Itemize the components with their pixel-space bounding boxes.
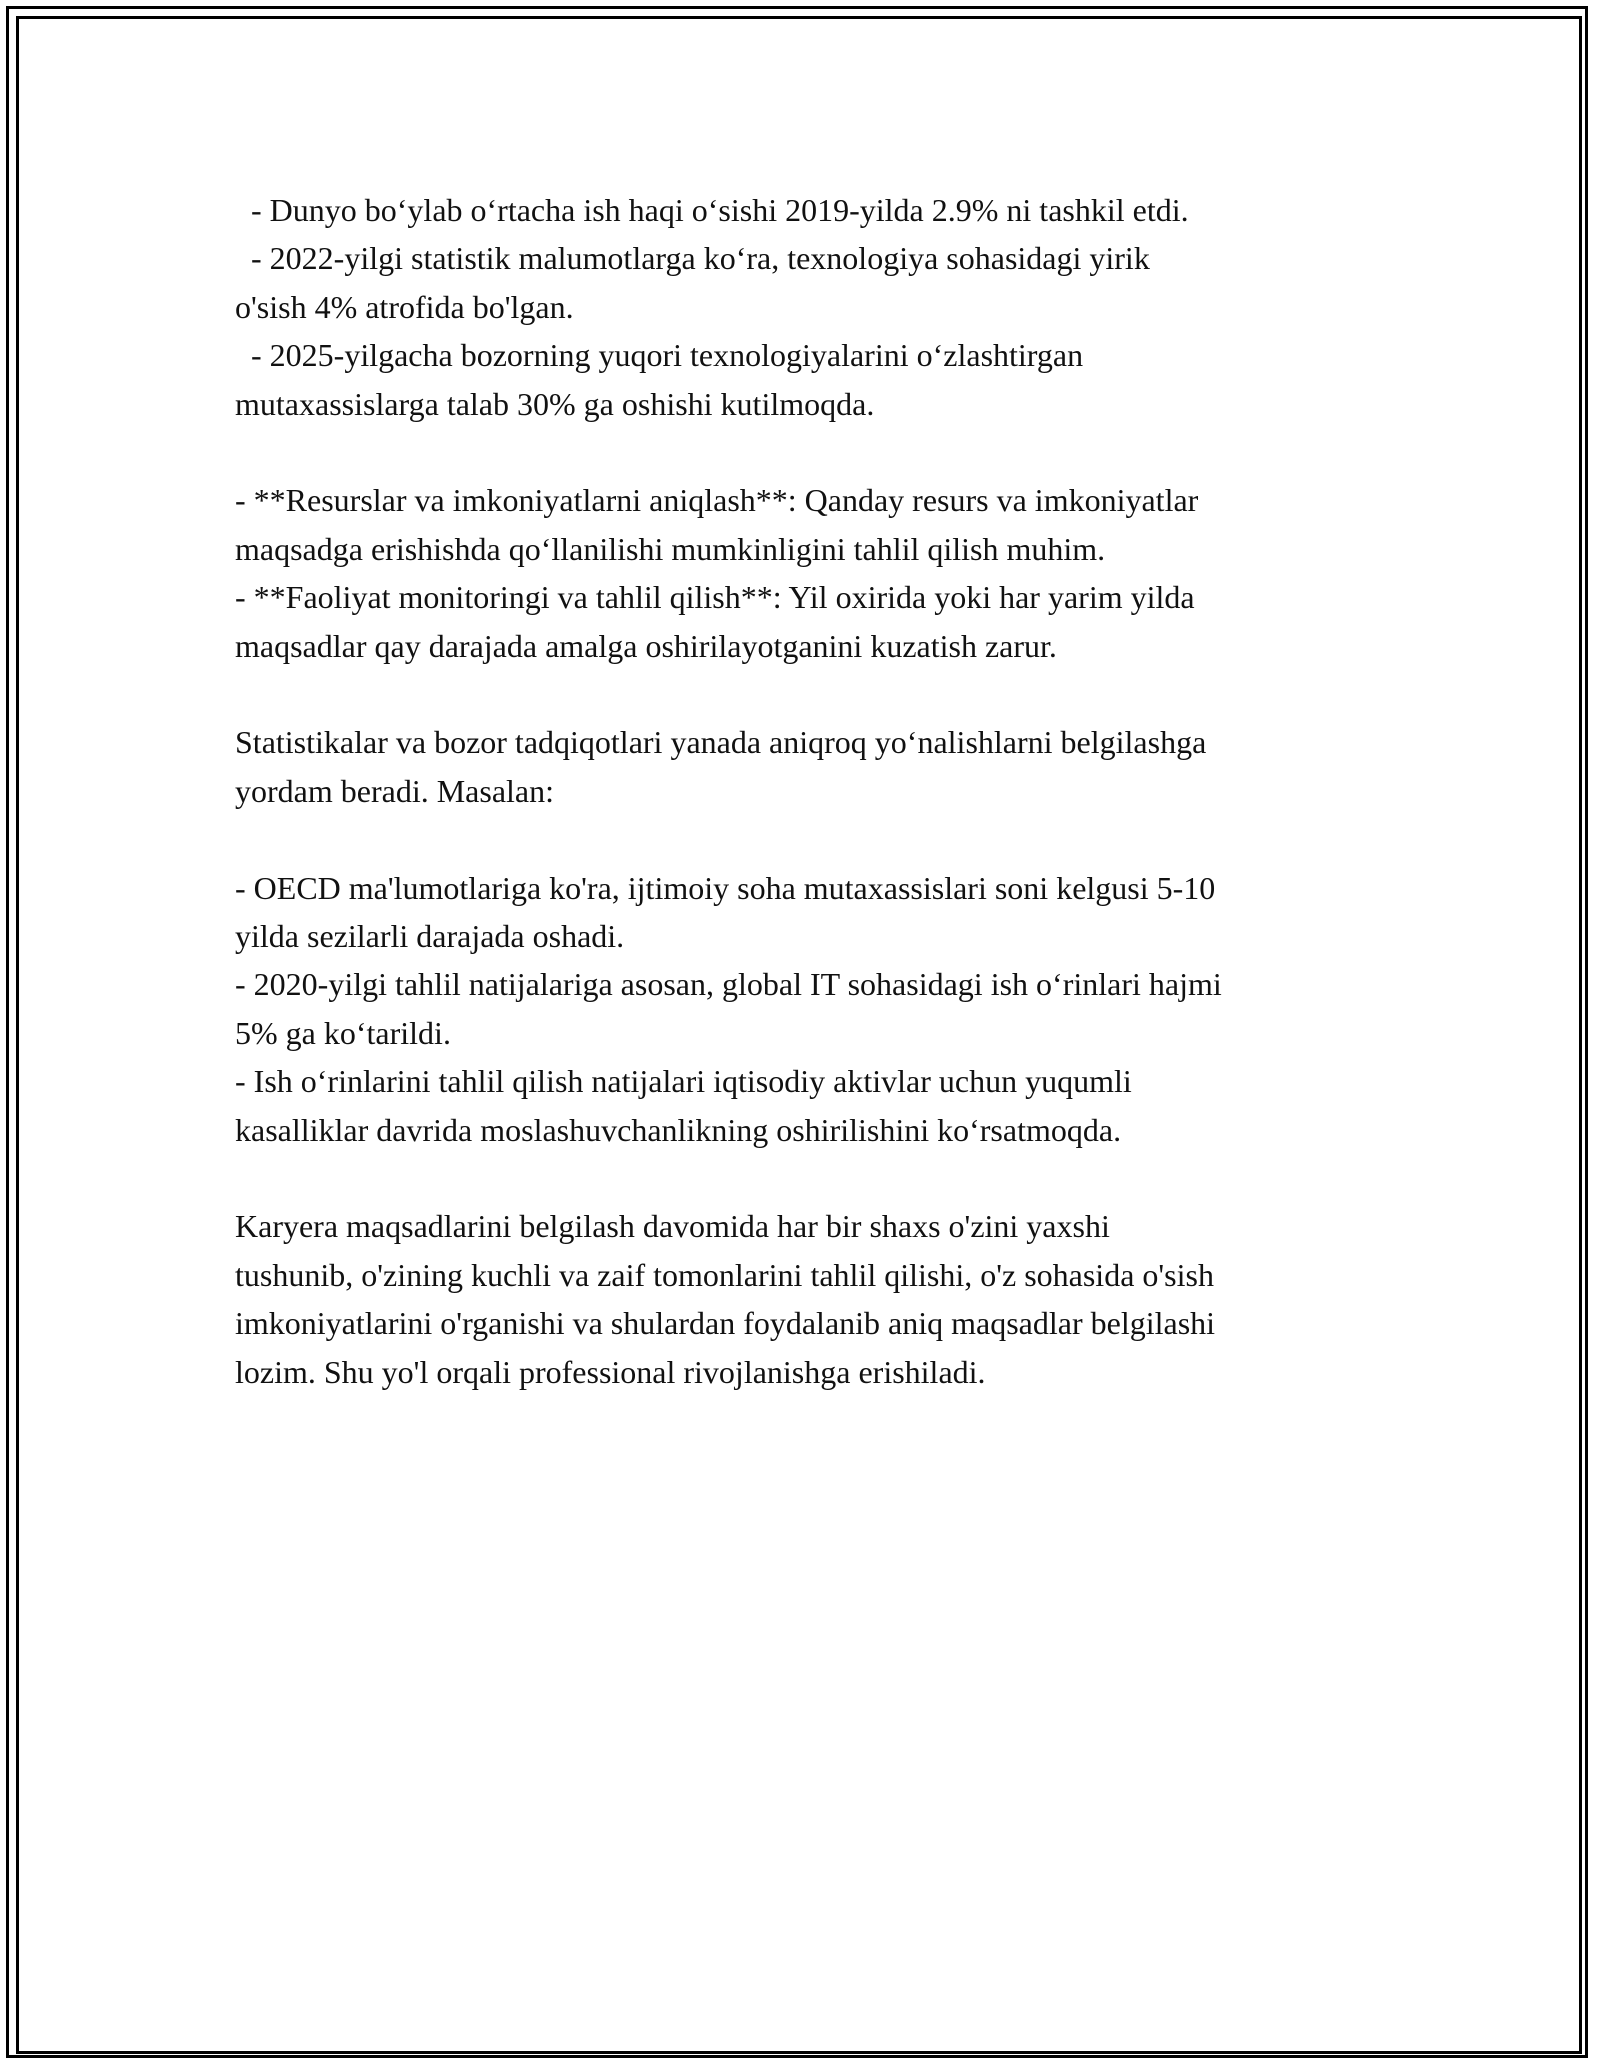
text-line: tushunib, o'zining kuchli va zaif tomonlarini tahlil qilishi, o'z sohasida o'sish	[235, 1256, 1214, 1293]
text-line: - 2022-yilgi statistik malumotlarga ko‘ra, texnologiya sohasidagi yirik	[235, 240, 1150, 277]
text-line: Karyera maqsadlarini belgilash davomida har bir shaxs o'zini yaxshi	[235, 1208, 1110, 1245]
text-line: - **Faoliyat monitoringi va tahlil qilish**: Yil oxirida yoki har yarim yilda	[235, 579, 1195, 616]
text-line: yordam beradi. Masalan:	[235, 772, 554, 809]
text-line: - 2025-yilgacha bozorning yuqori texnologiyalarini o‘zlashtirgan	[235, 337, 1084, 374]
text-line: maqsadlar qay darajada amalga oshirilayotganini kuzatish zarur.	[235, 627, 1057, 664]
text-line: - OECD ma'lumotlariga ko'ra, ijtimoiy soha mutaxassislari soni kelgusi 5-10	[235, 869, 1216, 906]
blank-line	[235, 428, 1385, 476]
blank-line	[235, 815, 1385, 863]
document-body	[235, 186, 1385, 1396]
text-line: yilda sezilarli darajada oshadi.	[235, 918, 625, 955]
text-line: kasalliklar davrida moslashuvchanlikning oshirilishini ko‘rsatmoqda.	[235, 1111, 1122, 1148]
text-line: Statistikalar va bozor tadqiqotlari yanada aniqroq yo‘nalishlarni belgilashga	[235, 724, 1207, 761]
text-line: - Dunyo bo‘ylab o‘rtacha ish haqi o‘sishi 2019-yilda 2.9% ni tashkil etdi.	[235, 192, 1189, 228]
text-line: o'sish 4% atrofida bo'lgan.	[235, 288, 574, 325]
blank-line	[235, 1154, 1385, 1202]
text-line: 5% ga ko‘tarildi.	[235, 1014, 451, 1051]
blank-line	[235, 670, 1385, 718]
text-line: maqsadga erishishda qo‘llanilishi mumkinligini tahlil qilish muhim.	[235, 530, 1106, 567]
text-line: imkoniyatlarini o'rganishi va shulardan foydalanib aniq maqsadlar belgilashi	[235, 1305, 1216, 1342]
text-line: - **Resurslar va imkoniyatlarni aniqlash**: Qanday resurs va imkoniyatlar	[235, 482, 1199, 519]
text-line: mutaxassislarga talab 30% ga oshishi kutilmoqda.	[235, 385, 875, 422]
text-line: - 2020-yilgi tahlil natijalariga asosan, global IT sohasidagi ish o‘rinlari hajmi	[235, 966, 1222, 1003]
text-line: - Ish o‘rinlarini tahlil qilish natijalari iqtisodiy aktivlar uchun yuqumli	[235, 1063, 1132, 1100]
text-line: lozim. Shu yo'l orqali professional rivojlanishga erishiladi.	[235, 1353, 986, 1390]
